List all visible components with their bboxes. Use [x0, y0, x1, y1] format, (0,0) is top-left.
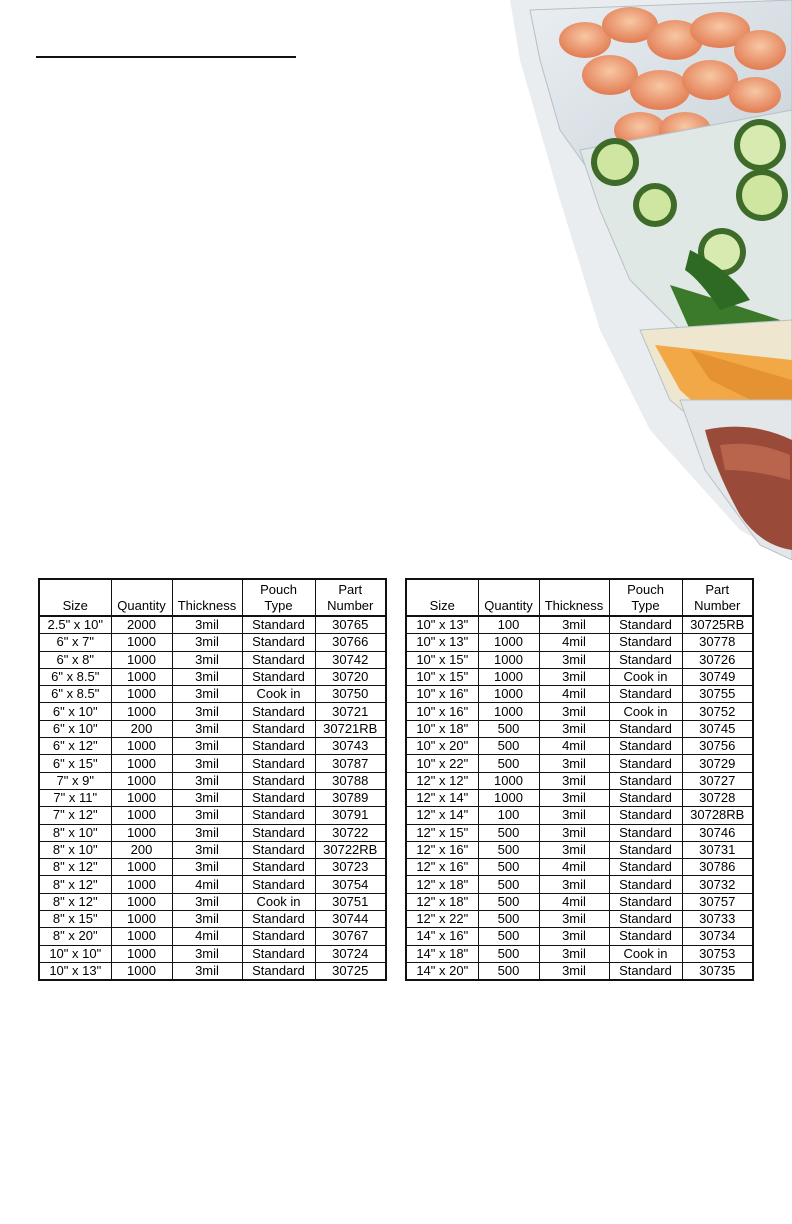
cell-part-number: 30732 [682, 876, 753, 893]
cell-size: 6" x 7" [39, 634, 111, 651]
table-row [406, 962, 753, 980]
cell-part-number: 30720 [315, 668, 386, 685]
table-row [406, 841, 753, 858]
cell-thickness: 3mil [172, 824, 242, 841]
cell-size: 8" x 12" [39, 859, 111, 876]
cell-size: 8" x 20" [39, 928, 111, 945]
cell-part-number: 30729 [682, 755, 753, 772]
cell-quantity: 1000 [111, 807, 172, 824]
cell-size: 6" x 10" [39, 703, 111, 720]
cell-quantity: 500 [478, 945, 539, 962]
header-pouch-type-line1: Pouch [260, 582, 297, 597]
cell-quantity: 500 [478, 755, 539, 772]
table-row [39, 859, 386, 876]
cell-quantity: 1000 [111, 755, 172, 772]
cell-part-number: 30745 [682, 720, 753, 737]
vacuum-sealed-food-photo [490, 0, 792, 560]
cell-part-number: 30753 [682, 945, 753, 962]
cell-pouch-type: Standard [242, 668, 315, 685]
cell-quantity: 100 [478, 807, 539, 824]
cell-thickness: 4mil [539, 738, 609, 755]
cell-size: 14" x 16" [406, 928, 478, 945]
cell-part-number: 30744 [315, 911, 386, 928]
header-size: Size [406, 579, 478, 616]
cell-pouch-type: Standard [609, 738, 682, 755]
table-row [406, 720, 753, 737]
table-row [39, 668, 386, 685]
cell-pouch-type: Cook in [609, 668, 682, 685]
cell-pouch-type: Standard [242, 911, 315, 928]
cell-part-number: 30728 [682, 789, 753, 806]
header-pouch-type-line1: Pouch [627, 582, 664, 597]
cell-pouch-type: Standard [609, 772, 682, 789]
cell-size: 12" x 16" [406, 859, 478, 876]
cell-part-number: 30767 [315, 928, 386, 945]
cell-thickness: 3mil [172, 945, 242, 962]
cell-thickness: 3mil [539, 720, 609, 737]
cell-quantity: 1000 [478, 703, 539, 720]
cell-pouch-type: Cook in [609, 703, 682, 720]
cell-part-number: 30725 [315, 962, 386, 980]
header-thickness: Thickness [172, 579, 242, 616]
cell-part-number: 30749 [682, 668, 753, 685]
cell-part-number: 30757 [682, 893, 753, 910]
table-row [406, 893, 753, 910]
cell-size: 10" x 10" [39, 945, 111, 962]
cell-thickness: 3mil [539, 755, 609, 772]
cell-pouch-type: Standard [242, 755, 315, 772]
cell-quantity: 1000 [111, 945, 172, 962]
cell-part-number: 30721RB [315, 720, 386, 737]
cell-thickness: 3mil [172, 738, 242, 755]
header-part-number-line1: Part [705, 582, 730, 597]
table-row [406, 824, 753, 841]
cell-pouch-type: Standard [242, 859, 315, 876]
cell-thickness: 3mil [172, 634, 242, 651]
cell-quantity: 1000 [478, 686, 539, 703]
cell-part-number: 30755 [682, 686, 753, 703]
table-row [39, 807, 386, 824]
cell-part-number: 30731 [682, 841, 753, 858]
cell-quantity: 200 [111, 720, 172, 737]
cell-part-number: 30722 [315, 824, 386, 841]
cell-size: 10" x 13" [39, 962, 111, 980]
cell-part-number: 30786 [682, 859, 753, 876]
cell-part-number: 30756 [682, 738, 753, 755]
cell-pouch-type: Standard [609, 962, 682, 980]
cell-quantity: 1000 [111, 928, 172, 945]
cell-size: 14" x 18" [406, 945, 478, 962]
table-row [39, 616, 386, 634]
cell-thickness: 3mil [539, 807, 609, 824]
cell-thickness: 3mil [539, 772, 609, 789]
table-row [39, 686, 386, 703]
header-part-number-line2: Number [327, 598, 374, 613]
cell-quantity: 1000 [478, 668, 539, 685]
table-row [406, 772, 753, 789]
cell-thickness: 3mil [539, 876, 609, 893]
cell-size: 7" x 12" [39, 807, 111, 824]
title-underline [36, 56, 296, 58]
cell-part-number: 30787 [315, 755, 386, 772]
cell-thickness: 3mil [172, 651, 242, 668]
cell-size: 14" x 20" [406, 962, 478, 980]
table-row [39, 945, 386, 962]
cell-thickness: 3mil [539, 651, 609, 668]
cell-thickness: 3mil [172, 911, 242, 928]
cell-thickness: 3mil [539, 928, 609, 945]
cell-part-number: 30778 [682, 634, 753, 651]
table-row [39, 634, 386, 651]
cell-quantity: 1000 [478, 634, 539, 651]
cell-thickness: 3mil [172, 962, 242, 980]
table-row [406, 911, 753, 928]
cell-thickness: 3mil [172, 703, 242, 720]
cell-size: 8" x 12" [39, 893, 111, 910]
cell-pouch-type: Standard [609, 911, 682, 928]
cell-quantity: 200 [111, 841, 172, 858]
header-thickness: Thickness [539, 579, 609, 616]
cell-pouch-type: Standard [242, 738, 315, 755]
cell-size: 8" x 10" [39, 841, 111, 858]
cell-part-number: 30722RB [315, 841, 386, 858]
cell-part-number: 30789 [315, 789, 386, 806]
cell-quantity: 1000 [478, 651, 539, 668]
cell-size: 12" x 15" [406, 824, 478, 841]
cell-pouch-type: Standard [242, 962, 315, 980]
cell-quantity: 1000 [111, 634, 172, 651]
cell-thickness: 3mil [539, 789, 609, 806]
cell-size: 6" x 10" [39, 720, 111, 737]
cell-size: 2.5" x 10" [39, 616, 111, 634]
table-row [39, 928, 386, 945]
cell-thickness: 3mil [172, 720, 242, 737]
cell-size: 7" x 9" [39, 772, 111, 789]
header-part-number [682, 579, 753, 616]
cell-thickness: 3mil [172, 668, 242, 685]
table-row [39, 893, 386, 910]
header-part-number [315, 579, 386, 616]
cell-quantity: 500 [478, 962, 539, 980]
cell-size: 12" x 16" [406, 841, 478, 858]
cell-quantity: 500 [478, 738, 539, 755]
cell-thickness: 4mil [172, 928, 242, 945]
cell-pouch-type: Standard [242, 634, 315, 651]
cell-pouch-type: Standard [609, 893, 682, 910]
cell-quantity: 1000 [478, 789, 539, 806]
cell-pouch-type: Standard [609, 651, 682, 668]
table-row [39, 720, 386, 737]
table-row [406, 755, 753, 772]
cell-size: 12" x 14" [406, 807, 478, 824]
cell-size: 12" x 12" [406, 772, 478, 789]
table-row [406, 703, 753, 720]
header-pouch-type-line2: Type [264, 598, 293, 613]
table-row [406, 668, 753, 685]
cell-part-number: 30754 [315, 876, 386, 893]
cell-part-number: 30746 [682, 824, 753, 841]
cell-part-number: 30735 [682, 962, 753, 980]
table-row [406, 876, 753, 893]
cell-pouch-type: Standard [609, 807, 682, 824]
header-part-number-line1: Part [338, 582, 363, 597]
cell-quantity: 500 [478, 911, 539, 928]
cell-part-number: 30727 [682, 772, 753, 789]
cell-part-number: 30791 [315, 807, 386, 824]
table-row [406, 945, 753, 962]
cell-part-number: 30734 [682, 928, 753, 945]
table-row [406, 789, 753, 806]
cell-quantity: 1000 [111, 859, 172, 876]
cell-thickness: 4mil [172, 876, 242, 893]
cell-size: 10" x 22" [406, 755, 478, 772]
cell-size: 10" x 16" [406, 686, 478, 703]
cell-size: 12" x 14" [406, 789, 478, 806]
header-pouch-type [242, 579, 315, 616]
table-row [406, 686, 753, 703]
cell-thickness: 3mil [539, 703, 609, 720]
cell-quantity: 1000 [111, 893, 172, 910]
cell-thickness: 3mil [539, 824, 609, 841]
cell-pouch-type: Cook in [242, 893, 315, 910]
cell-part-number: 30726 [682, 651, 753, 668]
cell-quantity: 1000 [111, 686, 172, 703]
header-row [406, 579, 753, 616]
cell-part-number: 30733 [682, 911, 753, 928]
cell-thickness: 4mil [539, 859, 609, 876]
cell-size: 8" x 15" [39, 911, 111, 928]
cell-thickness: 3mil [539, 668, 609, 685]
table-row [39, 789, 386, 806]
cell-quantity: 500 [478, 859, 539, 876]
cell-part-number: 30752 [682, 703, 753, 720]
cell-pouch-type: Standard [242, 720, 315, 737]
table-row [39, 876, 386, 893]
cell-quantity: 1000 [111, 962, 172, 980]
cell-pouch-type: Standard [609, 841, 682, 858]
cell-thickness: 4mil [539, 893, 609, 910]
cell-pouch-type: Standard [609, 686, 682, 703]
cell-quantity: 100 [478, 616, 539, 634]
cell-pouch-type: Standard [609, 876, 682, 893]
cell-thickness: 3mil [172, 686, 242, 703]
cell-thickness: 3mil [172, 841, 242, 858]
cell-pouch-type: Standard [242, 703, 315, 720]
cell-pouch-type: Standard [609, 859, 682, 876]
cell-quantity: 1000 [111, 738, 172, 755]
cell-quantity: 1000 [111, 651, 172, 668]
cell-size: 10" x 18" [406, 720, 478, 737]
cell-quantity: 2000 [111, 616, 172, 634]
cell-size: 6" x 15" [39, 755, 111, 772]
table-row [406, 616, 753, 634]
cell-size: 10" x 15" [406, 651, 478, 668]
table-row [406, 807, 753, 824]
cell-pouch-type: Standard [609, 755, 682, 772]
header-pouch-type [609, 579, 682, 616]
header-quantity: Quantity [111, 579, 172, 616]
cell-part-number: 30721 [315, 703, 386, 720]
cell-part-number: 30725RB [682, 616, 753, 634]
header-part-number-line2: Number [694, 598, 741, 613]
cell-part-number: 30766 [315, 634, 386, 651]
cell-part-number: 30751 [315, 893, 386, 910]
cell-part-number: 30750 [315, 686, 386, 703]
cell-thickness: 3mil [539, 616, 609, 634]
table-row [39, 841, 386, 858]
cell-quantity: 1000 [111, 789, 172, 806]
table-row [406, 651, 753, 668]
header-row [39, 579, 386, 616]
cell-size: 6" x 12" [39, 738, 111, 755]
cell-pouch-type: Standard [242, 824, 315, 841]
cell-quantity: 500 [478, 720, 539, 737]
cell-quantity: 1000 [111, 911, 172, 928]
cell-quantity: 500 [478, 928, 539, 945]
cell-pouch-type: Standard [609, 634, 682, 651]
cell-size: 10" x 16" [406, 703, 478, 720]
cell-pouch-type: Standard [242, 807, 315, 824]
cell-part-number: 30788 [315, 772, 386, 789]
cell-thickness: 3mil [172, 807, 242, 824]
cell-pouch-type: Standard [242, 651, 315, 668]
table-row [406, 634, 753, 651]
cell-part-number: 30724 [315, 945, 386, 962]
cell-part-number: 30743 [315, 738, 386, 755]
cell-pouch-type: Standard [609, 720, 682, 737]
header-pouch-type-line2: Type [631, 598, 660, 613]
cell-thickness: 3mil [539, 841, 609, 858]
cell-pouch-type: Standard [609, 824, 682, 841]
cell-pouch-type: Standard [242, 772, 315, 789]
header-size: Size [39, 579, 111, 616]
cell-thickness: 3mil [172, 789, 242, 806]
cell-size: 6" x 8.5" [39, 686, 111, 703]
cell-size: 10" x 15" [406, 668, 478, 685]
cell-pouch-type: Standard [242, 789, 315, 806]
cell-quantity: 1000 [478, 772, 539, 789]
pouch-spec-table-left [38, 578, 387, 981]
cell-part-number: 30723 [315, 859, 386, 876]
table-row [39, 703, 386, 720]
cell-size: 8" x 10" [39, 824, 111, 841]
table-row [39, 824, 386, 841]
cell-quantity: 500 [478, 841, 539, 858]
cell-pouch-type: Cook in [609, 945, 682, 962]
cell-size: 10" x 13" [406, 616, 478, 634]
cell-pouch-type: Standard [609, 616, 682, 634]
cell-thickness: 3mil [172, 755, 242, 772]
cell-thickness: 3mil [172, 772, 242, 789]
table-row [39, 738, 386, 755]
cell-quantity: 500 [478, 876, 539, 893]
table-row [39, 962, 386, 980]
cell-size: 8" x 12" [39, 876, 111, 893]
cell-quantity: 1000 [111, 772, 172, 789]
cell-quantity: 1000 [111, 668, 172, 685]
table-row [39, 755, 386, 772]
table-row [39, 911, 386, 928]
table-row [406, 928, 753, 945]
cell-pouch-type: Standard [242, 945, 315, 962]
cell-thickness: 4mil [539, 634, 609, 651]
cell-quantity: 1000 [111, 703, 172, 720]
table-row [406, 738, 753, 755]
cell-thickness: 3mil [172, 893, 242, 910]
cell-part-number: 30765 [315, 616, 386, 634]
cell-pouch-type: Standard [242, 841, 315, 858]
cell-quantity: 500 [478, 824, 539, 841]
table-row [406, 859, 753, 876]
cell-thickness: 4mil [539, 686, 609, 703]
header-quantity: Quantity [478, 579, 539, 616]
cell-quantity: 1000 [111, 824, 172, 841]
cell-size: 12" x 18" [406, 893, 478, 910]
cell-size: 10" x 13" [406, 634, 478, 651]
table-row [39, 772, 386, 789]
cell-part-number: 30728RB [682, 807, 753, 824]
cell-quantity: 500 [478, 893, 539, 910]
cell-thickness: 3mil [539, 962, 609, 980]
cell-pouch-type: Standard [609, 789, 682, 806]
cell-part-number: 30742 [315, 651, 386, 668]
cell-thickness: 3mil [172, 616, 242, 634]
cell-size: 12" x 18" [406, 876, 478, 893]
cell-thickness: 3mil [172, 859, 242, 876]
cell-size: 6" x 8.5" [39, 668, 111, 685]
pouch-spec-table-right [405, 578, 754, 981]
cell-size: 12" x 22" [406, 911, 478, 928]
table-row [39, 651, 386, 668]
cell-pouch-type: Standard [242, 616, 315, 634]
cell-quantity: 1000 [111, 876, 172, 893]
cell-thickness: 3mil [539, 945, 609, 962]
cell-pouch-type: Standard [242, 876, 315, 893]
cell-size: 6" x 8" [39, 651, 111, 668]
cell-size: 7" x 11" [39, 789, 111, 806]
cell-pouch-type: Standard [242, 928, 315, 945]
cell-pouch-type: Cook in [242, 686, 315, 703]
cell-size: 10" x 20" [406, 738, 478, 755]
cell-pouch-type: Standard [609, 928, 682, 945]
cell-thickness: 3mil [539, 911, 609, 928]
